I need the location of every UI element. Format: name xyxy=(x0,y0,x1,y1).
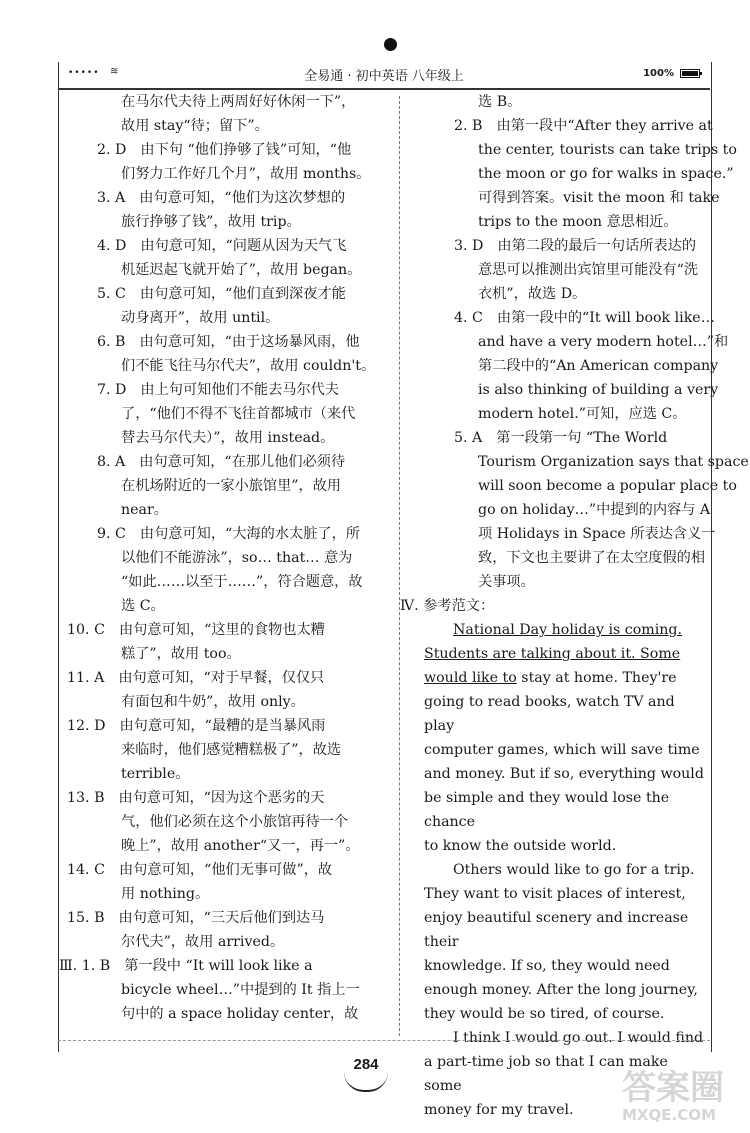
entry-line xyxy=(67,378,385,402)
entry-text: 项 Holidays in Space 所表达含义一 xyxy=(478,526,716,542)
entry-line xyxy=(67,762,385,786)
entry-line xyxy=(67,906,385,930)
question-number: 3. D xyxy=(454,238,484,254)
entry-line xyxy=(67,714,385,738)
entry-text: 用 nothing。 xyxy=(121,886,210,902)
entry-text: 由第一段中“After they arrive at xyxy=(496,118,713,134)
entry-line xyxy=(424,258,706,282)
entry-line xyxy=(67,330,385,354)
entry-line xyxy=(67,234,385,258)
entry-line xyxy=(67,114,385,138)
entry-text: trips to the moon 意思相近。 xyxy=(478,214,678,230)
entry-line xyxy=(67,1002,385,1026)
wifi-icon: ≋ xyxy=(110,66,119,77)
answer-entry xyxy=(67,330,385,378)
question-number: 8. A xyxy=(97,454,126,470)
entry-line xyxy=(424,570,706,594)
signal-icon: ••••• xyxy=(68,68,100,78)
question-number: 12. D xyxy=(67,718,106,734)
entry-text: 选 C。 xyxy=(121,598,165,614)
entry-text: 由句意可知，“大海的水太脏了，所 xyxy=(139,526,360,542)
essay-line: going to read books, watch TV and play xyxy=(424,694,675,734)
answer-entry xyxy=(67,906,385,954)
question-number: 13. B xyxy=(67,790,105,806)
answer-entry xyxy=(424,90,706,114)
entry-line xyxy=(67,522,385,546)
entry-text: 可得到答案。visit the moon 和 take xyxy=(478,190,720,206)
answer-entry xyxy=(67,714,385,786)
entry-line xyxy=(67,978,385,1002)
entry-line xyxy=(424,162,734,186)
essay-line xyxy=(424,618,706,642)
entry-text: bicycle wheel…”中提到的 It 指上一 xyxy=(121,982,360,998)
question-number: 5. A xyxy=(454,430,483,446)
answer-entry xyxy=(424,114,737,234)
entry-text: 们努力工作好几个月”，故用 months。 xyxy=(121,166,371,182)
essay-text: stay at home. They're xyxy=(516,670,677,686)
entry-line xyxy=(67,306,385,330)
entry-text: Tourism Organization says that space xyxy=(478,454,749,470)
essay-heading: Ⅳ. 参考范文： xyxy=(400,598,495,614)
question-number: 7. D xyxy=(97,382,127,398)
entry-text: 由下句 “他们挣够了钱”可知，“他 xyxy=(140,142,352,158)
watermark-top: 答案圈 xyxy=(622,1068,724,1108)
entry-line xyxy=(67,498,385,522)
entry-line xyxy=(424,426,706,450)
entry-text: 机延迟起飞就开始了”，故用 began。 xyxy=(121,262,362,278)
question-number: 11. A xyxy=(67,670,105,686)
answer-entry xyxy=(67,282,385,330)
entry-line xyxy=(424,306,715,330)
entry-text: 第二段中的“An American company xyxy=(478,358,719,374)
essay-line: enjoy beautiful scenery and increase their xyxy=(424,910,689,950)
entry-text: 了，“他们不得不飞往首都城市（来代 xyxy=(121,406,356,422)
entry-line xyxy=(67,810,385,834)
entry-text: 句中的 a space holiday center，故 xyxy=(121,1006,359,1022)
essay-line: computer games, which will save time xyxy=(424,742,700,758)
question-number: 2. B xyxy=(454,118,483,134)
entry-text: terrible。 xyxy=(121,766,190,782)
answer-explanations xyxy=(424,90,749,594)
answer-entry xyxy=(67,90,385,138)
entry-line xyxy=(67,618,385,642)
essay-line: and money. But if so, everything would xyxy=(424,766,704,782)
left-column xyxy=(59,90,385,1026)
answer-entry xyxy=(67,186,385,234)
essay-line: Others would like to go for a trip. xyxy=(453,862,695,878)
entry-text: 尔代夫”，故用 arrived。 xyxy=(121,934,285,950)
question-number: 3. A xyxy=(97,190,126,206)
entry-text: 有面包和牛奶”，故用 only。 xyxy=(121,694,305,710)
entry-text: 故用 stay“待；留下”。 xyxy=(121,118,269,134)
entry-line xyxy=(67,570,385,594)
battery-percent: 100% xyxy=(643,68,674,79)
entry-line xyxy=(59,954,385,978)
entry-line xyxy=(67,186,385,210)
entry-text: “如此……以至于……”，符合题意，故 xyxy=(121,574,363,590)
entry-text: is also thinking of building a very xyxy=(478,382,719,398)
entry-line xyxy=(67,90,385,114)
entry-line xyxy=(424,354,719,378)
entry-text: 由句意可知，“他们为这次梦想的 xyxy=(139,190,346,206)
answer-entry xyxy=(424,306,729,426)
entry-line xyxy=(67,666,385,690)
entry-text: 由句意可知，“因为这个恶劣的天 xyxy=(118,790,325,806)
entry-text: will soon become a popular place to xyxy=(478,478,737,494)
entry-line xyxy=(424,90,706,114)
answer-entry xyxy=(67,234,385,282)
entry-text: 以他们不能游泳”，so… that… 意为 xyxy=(121,550,353,566)
watermark-logo xyxy=(622,1070,742,1130)
answer-entry xyxy=(59,954,385,1026)
entry-text: 由句意可知，“问题从因为天气飞 xyxy=(140,238,347,254)
entry-text: 由句意可知，“对于早餐，仅仅只 xyxy=(118,670,325,686)
entry-text: 第一段中 “It will look like a xyxy=(124,958,313,974)
entry-line xyxy=(67,546,385,570)
entry-text: 由句意可知，“他们直到深夜才能 xyxy=(139,286,346,302)
answer-entry xyxy=(67,522,385,618)
underlined-text: would like to xyxy=(424,670,517,686)
answer-entry xyxy=(67,378,385,450)
entry-line xyxy=(67,930,385,954)
entry-line xyxy=(424,546,706,570)
battery-icon xyxy=(680,69,700,78)
entry-text: and have a very modern hotel…”和 xyxy=(478,334,729,350)
entry-line xyxy=(67,594,385,618)
page-bottom-rule xyxy=(58,1040,710,1041)
question-number: 15. B xyxy=(67,910,105,926)
essay-line xyxy=(424,642,706,666)
answer-entry xyxy=(67,786,385,858)
entry-line xyxy=(424,234,706,258)
answer-entry xyxy=(67,858,385,906)
entry-line xyxy=(67,882,385,906)
entry-text: 由第二段的最后一句话所表达的 xyxy=(497,238,697,254)
entry-text: 由句意可知，“在那儿他们必须待 xyxy=(139,454,346,470)
question-number: 4. C xyxy=(454,310,483,326)
entry-text: the moon or go for walks in space.” xyxy=(478,166,734,182)
entry-text: 由句意可知，“他们无事可做”，故 xyxy=(118,862,333,878)
entry-text: 们不能飞往马尔代夫”，故用 couldn't。 xyxy=(121,358,376,374)
entry-line xyxy=(424,330,729,354)
entry-text: 来临时，他们感觉糟糕极了”，故选 xyxy=(121,742,342,758)
entry-line xyxy=(67,210,385,234)
question-number: 14. C xyxy=(67,862,105,878)
entry-text: 关事项。 xyxy=(478,574,535,590)
entry-line xyxy=(424,402,706,426)
entry-line xyxy=(424,450,749,474)
question-number: 2. D xyxy=(97,142,127,158)
entry-line xyxy=(67,138,385,162)
entry-line xyxy=(67,738,385,762)
entry-line xyxy=(67,642,385,666)
entry-text: 晚上”，故用 another“又一，再一”。 xyxy=(121,838,360,854)
entry-line xyxy=(67,354,385,378)
page-header-title: 全易通 · 初中英语 八年级上 xyxy=(304,69,464,84)
entry-line xyxy=(67,834,385,858)
column-divider xyxy=(399,96,400,1036)
entry-text: near。 xyxy=(121,502,168,518)
entry-text: 由句意可知，“这里的食物也太糟 xyxy=(118,622,325,638)
underlined-text: Students are talking about it. Some xyxy=(424,646,681,662)
essay-line: knowledge. If so, they would need xyxy=(424,958,670,974)
essay-paragraph-2 xyxy=(424,858,706,1026)
entry-line xyxy=(424,210,706,234)
right-column xyxy=(400,90,749,1122)
essay-line: to know the outside world. xyxy=(424,838,617,854)
question-number: 9. C xyxy=(97,526,126,542)
question-number: 4. D xyxy=(97,238,127,254)
question-number: Ⅲ. 1. B xyxy=(59,958,111,974)
essay-line: enough money. After the long journey, xyxy=(424,982,698,998)
entry-line xyxy=(424,138,737,162)
entry-line xyxy=(424,282,706,306)
entry-line xyxy=(424,186,720,210)
entry-line xyxy=(67,426,385,450)
entry-text: the center, tourists can take trips to xyxy=(478,142,737,158)
entry-text: modern hotel.”可知，应选 C。 xyxy=(478,406,687,422)
watermark-bottom: MXQE.COM xyxy=(622,1106,716,1124)
entry-text: 由句意可知，“由于这场暴风雨，他 xyxy=(139,334,360,350)
page-number: 284 xyxy=(353,1056,379,1073)
underlined-text: National Day holiday is coming. xyxy=(453,622,683,638)
entry-text: 糕了”，故用 too。 xyxy=(121,646,241,662)
page-number-arc xyxy=(344,1072,388,1092)
essay-line: They want to visit places of interest, xyxy=(424,886,686,902)
entry-line xyxy=(67,474,385,498)
answer-entry xyxy=(424,426,749,594)
entry-text: 气，他们必须在这个小旅馆再待一个 xyxy=(121,814,349,830)
entry-text: 在马尔代夫待上两周好好休闲一下”， xyxy=(121,94,356,110)
entry-line xyxy=(67,858,385,882)
status-bar xyxy=(58,62,710,90)
entry-line xyxy=(67,258,385,282)
entry-text: 由句意可知，“最糟的是当暴风雨 xyxy=(119,718,326,734)
entry-line xyxy=(67,786,385,810)
essay-line: be simple and they would lose the chance xyxy=(424,790,670,830)
entry-line xyxy=(424,522,716,546)
entry-text: go on holiday…”中提到的内容与 A xyxy=(478,502,711,518)
answer-entry xyxy=(424,234,706,306)
entry-line xyxy=(424,498,711,522)
answer-entry xyxy=(67,618,385,666)
essay-line: money for my travel. xyxy=(424,1102,574,1118)
answer-entry xyxy=(67,666,385,714)
essay-line xyxy=(424,666,706,690)
entry-line xyxy=(424,114,713,138)
answer-entry xyxy=(67,450,385,522)
essay-line: a part-time job so that I can make some xyxy=(424,1054,668,1094)
entry-line xyxy=(424,474,737,498)
entry-text: 第一段第一句 “The World xyxy=(496,430,668,446)
question-number: 10. C xyxy=(67,622,105,638)
camera-dot xyxy=(384,38,397,51)
essay-line: I think I would go out. I would find xyxy=(453,1030,704,1046)
entry-line xyxy=(67,450,385,474)
entry-text: 旅行挣够了钱”，故用 trip。 xyxy=(121,214,301,230)
model-essay xyxy=(400,594,706,1122)
essay-paragraph-1 xyxy=(424,690,706,858)
entry-text: 动身离开”，故用 until。 xyxy=(121,310,280,326)
entry-line xyxy=(67,690,385,714)
entry-line xyxy=(67,162,385,186)
entry-text: 由上句可知他们不能去马尔代夫 xyxy=(140,382,340,398)
entry-line xyxy=(67,402,385,426)
entry-text: 在机场附近的一家小旅馆里”，故用 xyxy=(121,478,342,494)
entry-line xyxy=(67,282,385,306)
entry-text: 意思可以推测出宾馆里可能没有“洗 xyxy=(478,262,699,278)
entry-text: 由第一段中的“It will book like… xyxy=(496,310,715,326)
answer-entry xyxy=(67,138,385,186)
entry-text: 替去马尔代夫）”，故用 instead。 xyxy=(121,430,335,446)
entry-text: 衣机”，故选 D。 xyxy=(478,286,587,302)
question-number: 5. C xyxy=(97,286,126,302)
entry-text: 致，下文也主要讲了在太空度假的相 xyxy=(478,550,706,566)
essay-line: they would be so tired, of course. xyxy=(424,1006,665,1022)
entry-text: 由句意可知，“三天后他们到达马 xyxy=(118,910,325,926)
question-number: 6. B xyxy=(97,334,126,350)
entry-text: 选 B。 xyxy=(478,94,522,110)
entry-line xyxy=(424,378,719,402)
